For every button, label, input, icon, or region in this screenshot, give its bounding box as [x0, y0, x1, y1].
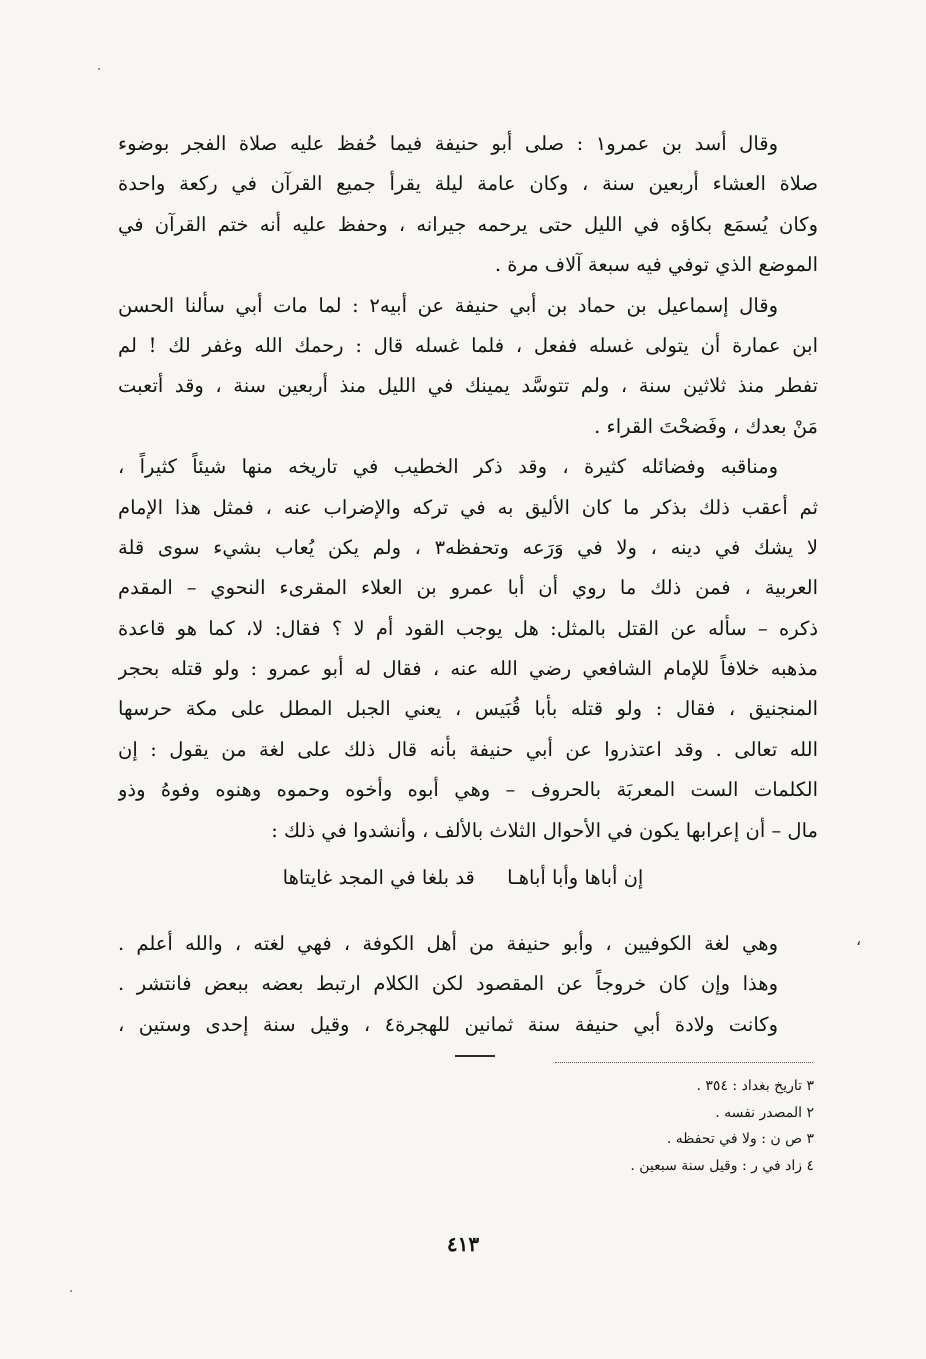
short-rule-divider [455, 1055, 495, 1057]
text-line: مَنْ بعدك ، وفَضحْتَ القراء . [594, 414, 818, 438]
main-text-block [118, 124, 818, 851]
text-line: المنجنيق ، فقال : ولو قتله بأبا قُبَيس ، يعني الجبل المطل على مكة حرسها [118, 697, 818, 721]
text-line: لا يشك في دينه ، ولا في وَرَعه وتحفظه٣ ، ولم يكن يُعاب بشيء سوى قلة [118, 535, 818, 559]
text-line: وقال أسد بن عمرو١ : صلى أبو حنيفة فيما حُفظ عليه صلاة الفجر بوضوء [118, 132, 778, 155]
paper-speck [70, 1290, 72, 1292]
text-line: ثم أعقب ذلك بذكر ما كان الأليق به في تركه والإضراب عنه ، فمثل هذا الإمام [118, 495, 818, 519]
text-line: ومناقبه وفضائله كثيرة ، وقد ذكر الخطيب في تاريخه منها شيئاً كثيراً ، [118, 455, 778, 479]
text-line: وهي لغة الكوفيين ، وأبو حنيفة من أهل الكوفة ، فهي لغته ، والله أعلم . [118, 932, 778, 955]
text-line: وكانت ولادة أبي حنيفة سنة ثمانين للهجرة٤ ، وقيل سنة إحدى وستين ، [118, 1012, 778, 1036]
text-line: الموضع الذي توفي فيه سبعة آلاف مرة . [494, 253, 818, 277]
text-line: الله تعالى . وقد اعتذروا عن أبي حنيفة بأنه قال ذلك على لغة من يقول : إن [118, 737, 818, 761]
text-line: تفطر منذ ثلاثين سنة ، ولم تتوسَّد يمينك في الليل منذ أربعين سنة ، وقد أتعبت [118, 374, 818, 398]
text-line: وهذا وإن كان خروجاً عن المقصود لكن الكلام ارتبط بعضه ببعض فانتشر . [118, 972, 778, 996]
footnote-separator [555, 1062, 813, 1063]
footnote: ٢ المصدر نفسه . [715, 1104, 814, 1121]
text-line: العربية ، فمن ذلك ما روي أن أبا عمرو بن العلاء المقرىء النحوي – المقدم [118, 576, 818, 600]
footnote: ٣ تاريخ بغداد : ٣٥٤ . [696, 1078, 814, 1094]
text-line: ذكره – سأله عن القتل بالمثل: هل يوجب القود أم لا ؟ فقال: لا، كما هو قاعدة [118, 616, 818, 640]
text-line: وقال إسماعيل بن حماد بن أبي حنيفة عن أبيه٢ : لما مات أبي سألنا الحسن [118, 293, 779, 317]
text-line: مذهبه خلافاً للإمام الشافعي رضي الله عنه ، فقال له أبو عمرو : ولو قتله بحجر [118, 657, 818, 681]
text-line: صلاة العشاء أربعين سنة ، وكان عامة ليلة يقرأ جميع القرآن في ركعة واحدة [118, 172, 818, 196]
verse-first-hemistich: إن أباها وأبا أباهـا [507, 866, 644, 889]
paper-speck [98, 68, 100, 70]
text-line: وكان يُسمَع بكاؤه في الليل حتى يرحمه جيرانه ، وحفظ عليه أنه ختم القرآن في [118, 212, 818, 236]
page-number: ٤١٣ [446, 1232, 480, 1256]
footnote: ٣ ص ن : ولا في تحفظه . [666, 1131, 814, 1147]
footnotes-block [430, 1073, 814, 1179]
poem-verse [0, 858, 926, 902]
verse-second-hemistich: قد بلغا في المجد غايتاها [282, 866, 475, 889]
footnote: ٤ زاد في ر : وقيل سنة سبعين . [630, 1157, 814, 1174]
text-line: مال – أن إعرابها يكون في الأحوال الثلاث بالألف ، وأنشدوا في ذلك : [271, 818, 818, 842]
text-line: ابن عمارة أن يتولى غسله ففعل ، فلما غسله قال : رحمك الله وغفر لك ! لم [118, 333, 818, 357]
margin-mark: ، [856, 930, 862, 949]
post-verse-text-block [118, 924, 818, 1045]
text-line: الكلمات الست المعربَة بالحروف – وهي أبوه وأخوه وحموه وهنوه وفوهُ وذو [118, 778, 818, 802]
